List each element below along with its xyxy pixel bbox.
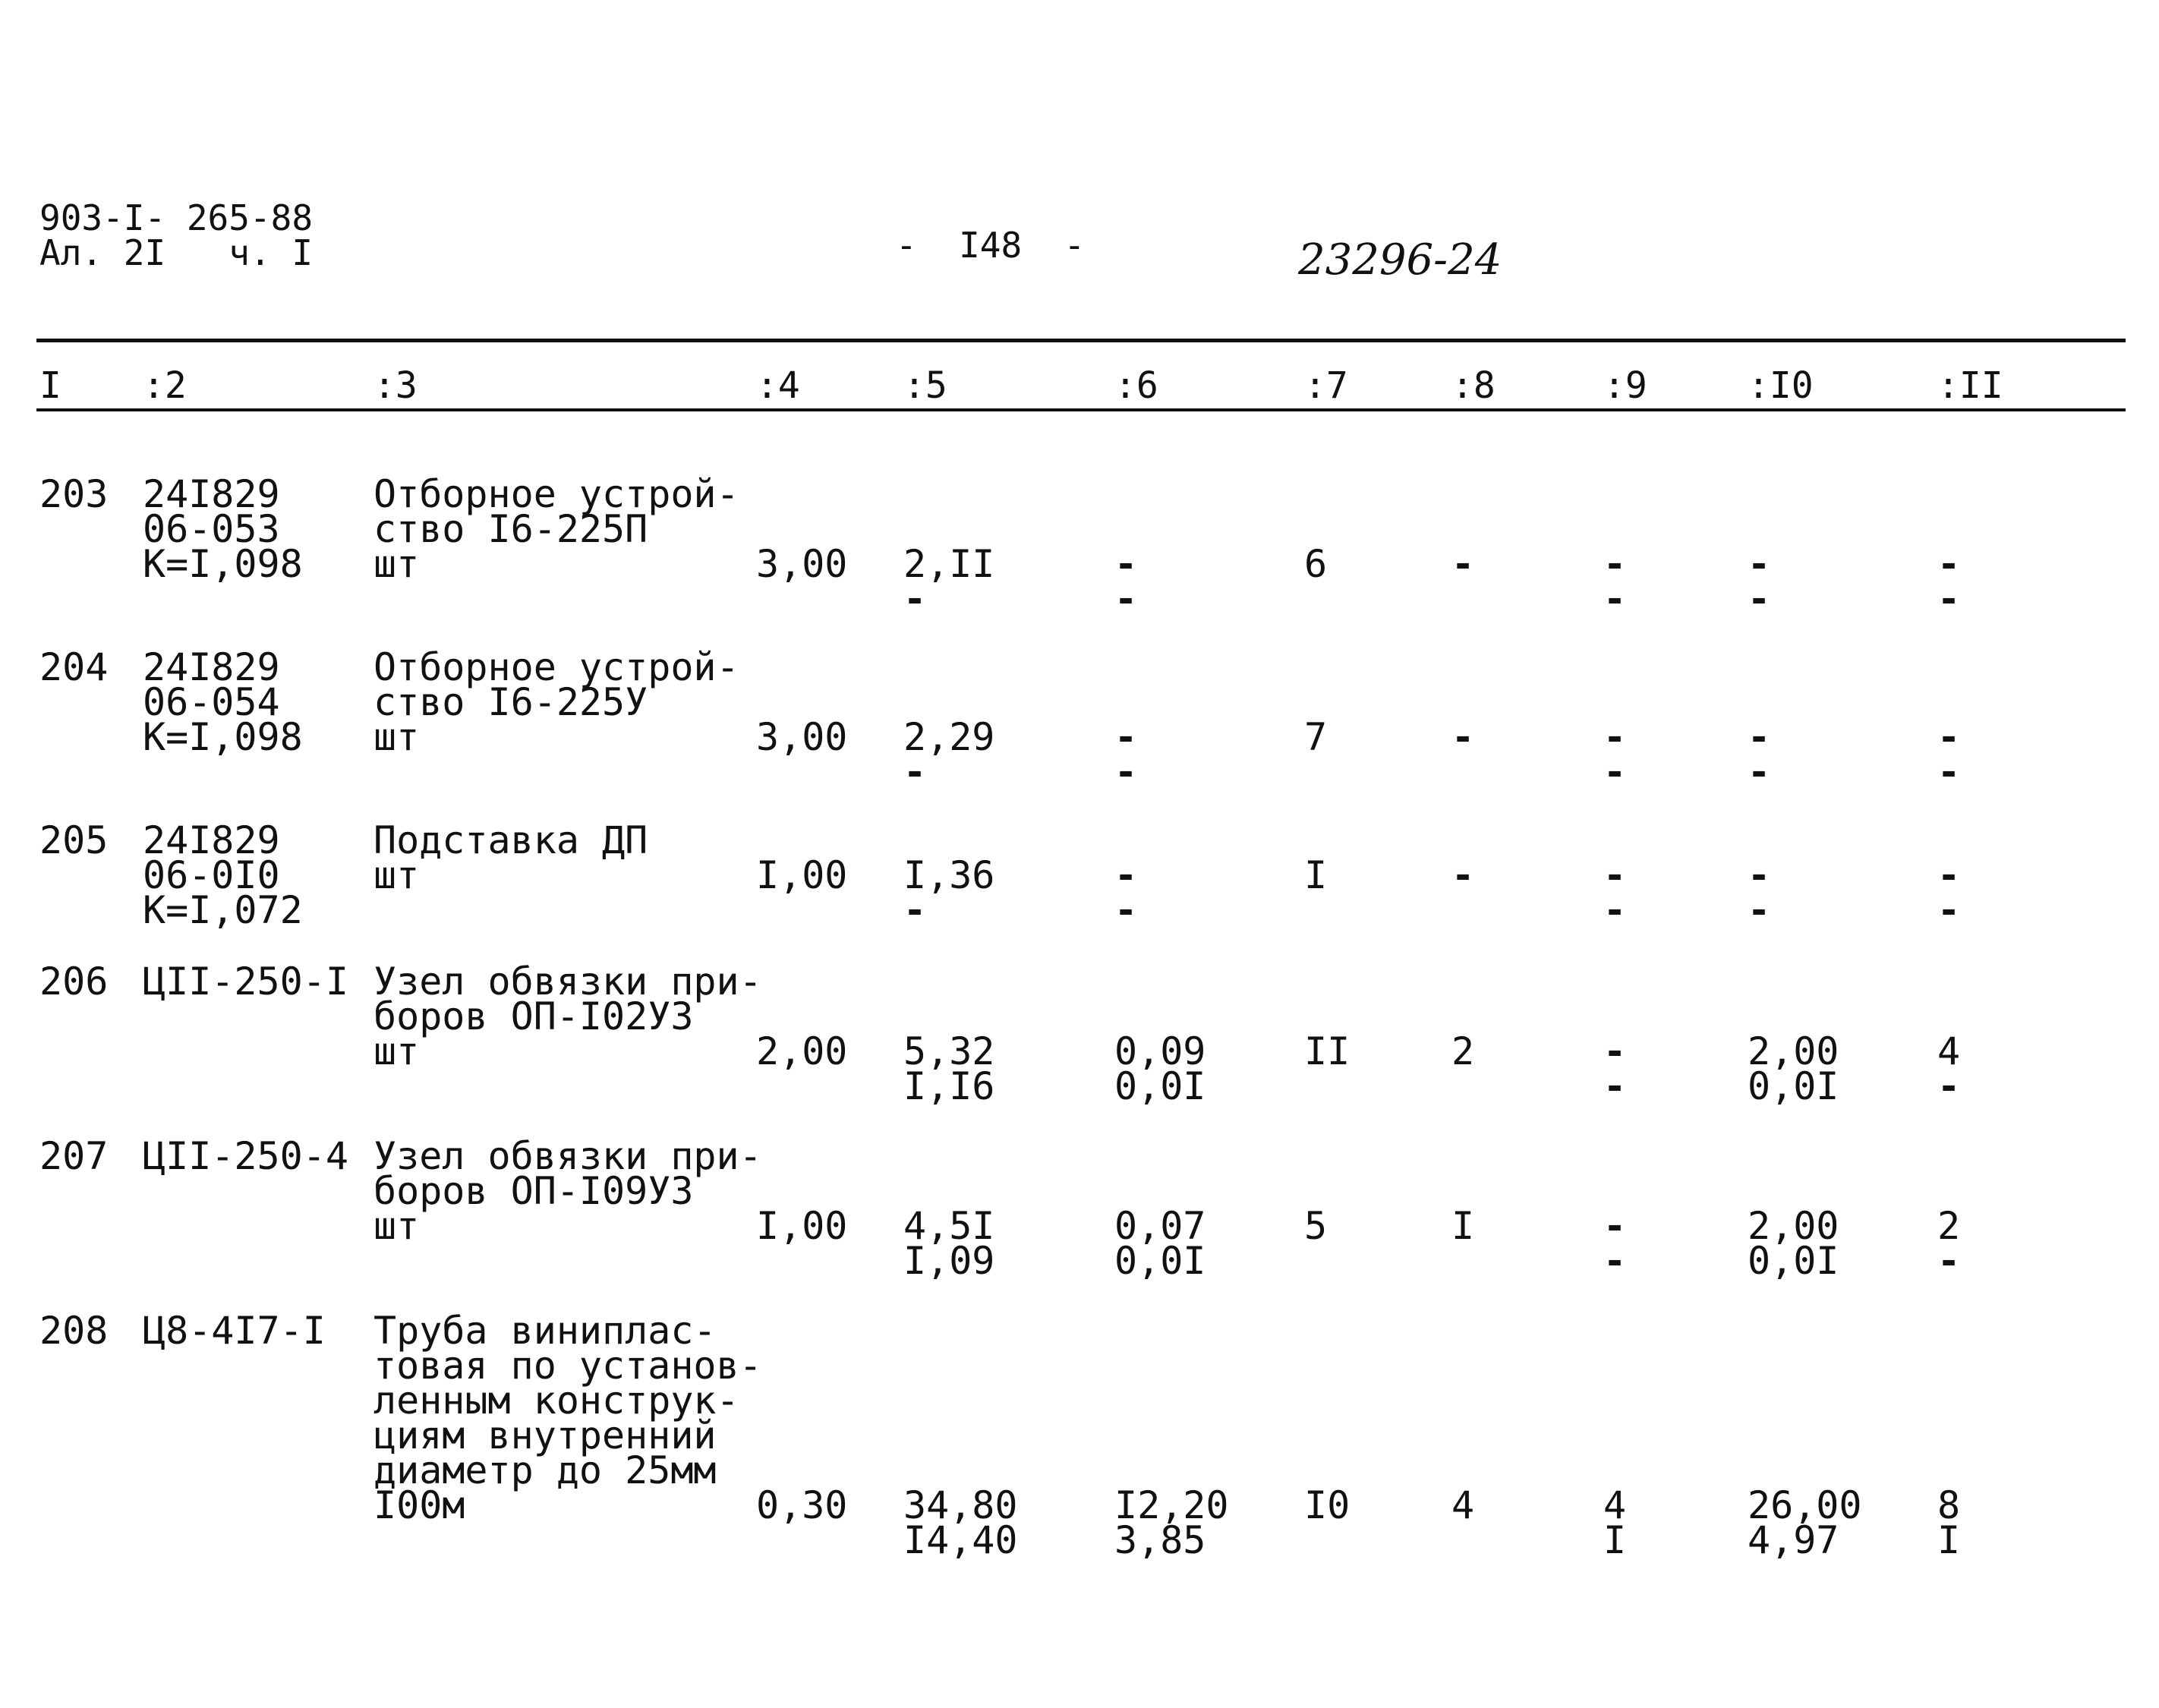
cell-c11: 2 [1937,1204,1961,1248]
item-name: боров ОП-I09УЗ [373,1169,694,1213]
item-name: Узел обвязки при- [373,1134,762,1178]
cell-c10: - [1748,888,1771,932]
document-code: 903-I- 265-88 [39,197,314,238]
cell-c8: - [1451,542,1475,586]
item-name: ленным конструк- [373,1379,739,1423]
cell-c6: - [1114,853,1138,897]
cell-c10: 2,00 [1748,1204,1839,1248]
cell-c5: 5,32 [903,1029,995,1073]
cell-c10: - [1748,715,1771,759]
cell-c5: 4,5I [903,1204,995,1248]
inventory-stamp: 23296-24 [1298,235,1502,285]
cell-c9: I [1603,1518,1627,1562]
cell-c11: I [1937,1518,1961,1562]
column-header-8: :8 [1451,364,1496,407]
cell-c7: 6 [1304,542,1328,586]
cell-c5: - [903,750,927,794]
row-number: 206 [39,960,109,1004]
norm-code: 24I829 [143,472,280,516]
item-name: ство I6-225П [373,507,648,551]
cell-c9: - [1603,1029,1627,1073]
cell-c11: - [1937,577,1961,621]
cell-c10: 0,0I [1748,1064,1839,1108]
cell-c6: 0,09 [1114,1029,1206,1073]
cell-c6: - [1114,888,1138,932]
cell-c9: - [1603,577,1627,621]
cell-c9: - [1603,853,1627,897]
cell-c8: 4 [1451,1483,1475,1527]
cell-c10: 4,97 [1748,1518,1839,1562]
norm-code: K=I,072 [143,888,303,932]
cell-c5: I4,40 [903,1518,1018,1562]
page-number: - I48 - [896,225,1086,266]
cell-c9: - [1603,1239,1627,1283]
cell-c6: 0,07 [1114,1204,1206,1248]
column-header-3: :3 [373,364,418,407]
cell-c6: - [1114,542,1138,586]
cell-c9: - [1603,888,1627,932]
header-top-rule [36,339,2126,342]
norm-code: ЦII-250-4 [143,1134,348,1178]
cell-c7: I0 [1304,1483,1351,1527]
row-number: 205 [39,818,109,862]
column-header-5: :5 [903,364,947,407]
cell-c5: - [903,888,927,932]
album-sheet: Ал. 2I ч. I [39,232,314,273]
cell-c6: - [1114,577,1138,621]
cell-c7: 5 [1304,1204,1328,1248]
item-name: Отборное устрой- [373,645,739,689]
cell-c11: - [1937,1064,1961,1108]
cell-c11: - [1937,750,1961,794]
quantity: 0,30 [756,1483,848,1527]
column-header-1: I [39,364,61,407]
item-name: Узел обвязки при- [373,960,762,1004]
norm-code: 06-053 [143,507,280,551]
cell-c6: - [1114,715,1138,759]
cell-c7: II [1304,1029,1351,1073]
cell-c11: 4 [1937,1029,1961,1073]
cell-c5: I,36 [903,853,995,897]
cell-c11: - [1937,853,1961,897]
cell-c11: - [1937,1239,1961,1283]
column-header-6: :6 [1114,364,1158,407]
cell-c5: I,I6 [903,1064,995,1108]
cell-c11: - [1937,888,1961,932]
item-name: Подставка ДП [373,818,648,862]
column-header-7: :7 [1304,364,1348,407]
item-name: шт [373,1029,420,1073]
cell-c11: - [1937,542,1961,586]
cell-c11: 8 [1937,1483,1961,1527]
column-header-2: :2 [143,364,187,407]
cell-c10: - [1748,750,1771,794]
item-name: диаметр до 25мм [373,1448,717,1492]
cell-c6: 0,0I [1114,1064,1206,1108]
cell-c10: 0,0I [1748,1239,1839,1283]
cell-c10: - [1748,542,1771,586]
row-number: 207 [39,1134,109,1178]
row-number: 204 [39,645,109,689]
item-name: Отборное устрой- [373,472,739,516]
norm-code: 06-0I0 [143,853,280,897]
cell-c5: 2,II [903,542,995,586]
cell-c6: I2,20 [1114,1483,1229,1527]
cell-c9: - [1603,542,1627,586]
cell-c8: I [1451,1204,1475,1248]
cell-c8: - [1451,715,1475,759]
quantity: I,00 [756,1204,848,1248]
cell-c7: 7 [1304,715,1328,759]
cell-c6: 3,85 [1114,1518,1206,1562]
cell-c9: - [1603,715,1627,759]
norm-code: 24I829 [143,818,280,862]
item-name: I00м [373,1483,465,1527]
cell-c11: - [1937,715,1961,759]
norm-code: Ц8-4I7-I [143,1309,326,1353]
row-number: 208 [39,1309,109,1353]
column-header-4: :4 [756,364,800,407]
cell-c10: 2,00 [1748,1029,1839,1073]
row-number: 203 [39,472,109,516]
cell-c10: - [1748,577,1771,621]
item-name: шт [373,715,420,759]
quantity: 3,00 [756,715,848,759]
column-header-11: :II [1937,364,2003,407]
item-name: боров ОП-I02УЗ [373,994,694,1038]
quantity: 2,00 [756,1029,848,1073]
cell-c9: 4 [1603,1483,1627,1527]
item-name: шт [373,853,420,897]
item-name: ство I6-225У [373,680,648,724]
quantity: 3,00 [756,542,848,586]
item-name: циям внутренний [373,1413,717,1457]
cell-c7: I [1304,853,1328,897]
cell-c6: 0,0I [1114,1239,1206,1283]
cell-c5: I,09 [903,1239,995,1283]
cell-c10: - [1748,853,1771,897]
cell-c9: - [1603,1064,1627,1108]
cell-c5: - [903,577,927,621]
quantity: I,00 [756,853,848,897]
cell-c8: - [1451,853,1475,897]
cell-c8: 2 [1451,1029,1475,1073]
norm-code: 06-054 [143,680,280,724]
cell-c10: 26,00 [1748,1483,1862,1527]
norm-code: K=I,098 [143,542,303,586]
item-name: Труба виниплас- [373,1309,717,1353]
cell-c5: 2,29 [903,715,995,759]
cell-c9: - [1603,1204,1627,1248]
column-header-10: :I0 [1748,364,1814,407]
cell-c5: 34,80 [903,1483,1018,1527]
header-bottom-rule [36,408,2126,411]
norm-code: ЦII-250-I [143,960,348,1004]
column-header-9: :9 [1603,364,1647,407]
item-name: товая по установ- [373,1344,762,1388]
cell-c6: - [1114,750,1138,794]
norm-code: 24I829 [143,645,280,689]
item-name: шт [373,542,420,586]
item-name: шт [373,1204,420,1248]
norm-code: K=I,098 [143,715,303,759]
cell-c9: - [1603,750,1627,794]
